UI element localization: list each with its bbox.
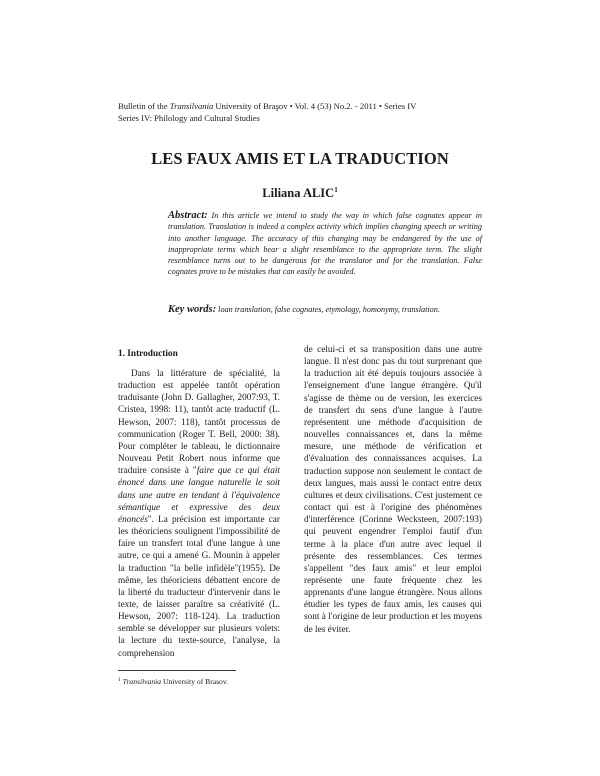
footnote-mark: 1 bbox=[118, 677, 121, 683]
journal-volume-info: University of Braşov • Vol. 4 (53) No.2. - 2011 • Series IV bbox=[213, 101, 417, 111]
journal-header bbox=[118, 100, 498, 124]
journal-header-line-1 bbox=[118, 100, 498, 112]
author-footnote-mark: 1 bbox=[334, 186, 338, 194]
abstract-label: Abstract: bbox=[168, 210, 208, 221]
article-author bbox=[0, 186, 600, 201]
robert-quote: faire que ce qui était énoncé dans une langue naturelle le soit dans une autre en tendant à l'équivalence sémantique et expressive des deux énoncés bbox=[118, 466, 280, 525]
keywords bbox=[168, 304, 482, 315]
abstract bbox=[168, 210, 482, 278]
journal-name: Transilvania bbox=[169, 101, 214, 111]
footnote-divider bbox=[118, 670, 236, 671]
section-heading: 1. Introduction bbox=[118, 349, 178, 359]
author-name: Liliana ALIC bbox=[262, 186, 335, 200]
body-column-left bbox=[118, 368, 280, 660]
body-paragraph bbox=[118, 368, 280, 660]
abstract-text: In this article we intend to study the way in which false cognates appear in translation. Translation is indeed a complex activity which implies changing speech or writing into another language. The accuracy of this changing may be endangered by the use of inappropriate terms which bear a slight resemblance to the appropriate term. The slight resemblance turns out to be dangerous for the translator and for the translation. False cognates prove to be mistakes that can easily be avoided. bbox=[168, 211, 482, 277]
body-text-left-a: Dans la littérature de spécialité, la traduction est appelée tantôt opération traduisante (John D. Gallagher, 2007:93, T. Cristea, 1998: 11), tantôt acte traductif (L. Hewson, 2007: 118), tantôt processus de communication (Roger T. Bell, 2000: 38). Pour compléter le tableau, le dictionnaire Nouveau Petit Robert nous informe que traduire consiste à " bbox=[118, 369, 280, 477]
body-column-right bbox=[304, 344, 482, 636]
body-text-left-b: ". La précision est importante car les théoriciens soulignent l'impossibilité de faire un transfert total d'une langue à une autre, ce qui a amené G. Mounin à appeler la traduction "la belle infidèle"(1955). De même, les théoriciens débattent encore de la liberté du traducteur d'intervenir dans le texte, de laisser paraître sa créativité (L. Hewson, 2007: 118-124). La traduction semble se développer sur plusieurs volets: la lecture du texte-source, l'analyse, la comprehension bbox=[118, 514, 280, 659]
keywords-text: loan translation, false cognates, etymology, homonymy, translation. bbox=[218, 305, 440, 314]
body-text-right: de celui-ci et sa transposition dans une autre langue. Il n'est donc pas du tout surprenant que la traduction ait été depuis toujours associée à l'enseignement d'une langue étrangère. Qu'il s'agisse de thème ou de version, les exercices de transfert du sens d'une langue à l'autre représentent une méthode d'acquisition de nouvelles connaissances et, dans la même mesure, une méthode de vérification et d'évaluation des connaissances acquises. La traduction suppose non seulement le contact de deux langues, mais aussi le contact entre deux cultures et deux civilisations. C'est justement ce contact qui est à l'origine des phénomènes d'interférence (Corinne Wecksteen, 2007:193) qui peuvent engendrer l'emploi fautif d'un terme à la place d'un autre avec lequel il présente des ressemblances. Ces termes s'appellent "des faux amis" et leur emploi représente une faute fréquente chez les apprenants d'une langue étrangère. Nous allons étudier les types de faux amis, les causes qui sont à l'origine de leur production et les moyens de les éviter. bbox=[304, 345, 482, 635]
footnote-text: University of Brasov. bbox=[161, 677, 229, 686]
journal-header-prefix: Bulletin of the bbox=[118, 101, 170, 111]
footnote-institution: Transilvania bbox=[122, 677, 162, 686]
journal-header-line-2: Series IV: Philology and Cultural Studies bbox=[118, 113, 260, 123]
keywords-label: Key words: bbox=[168, 304, 217, 315]
footnote bbox=[118, 675, 418, 687]
article-title: LES FAUX AMIS ET LA TRADUCTION bbox=[151, 149, 449, 168]
